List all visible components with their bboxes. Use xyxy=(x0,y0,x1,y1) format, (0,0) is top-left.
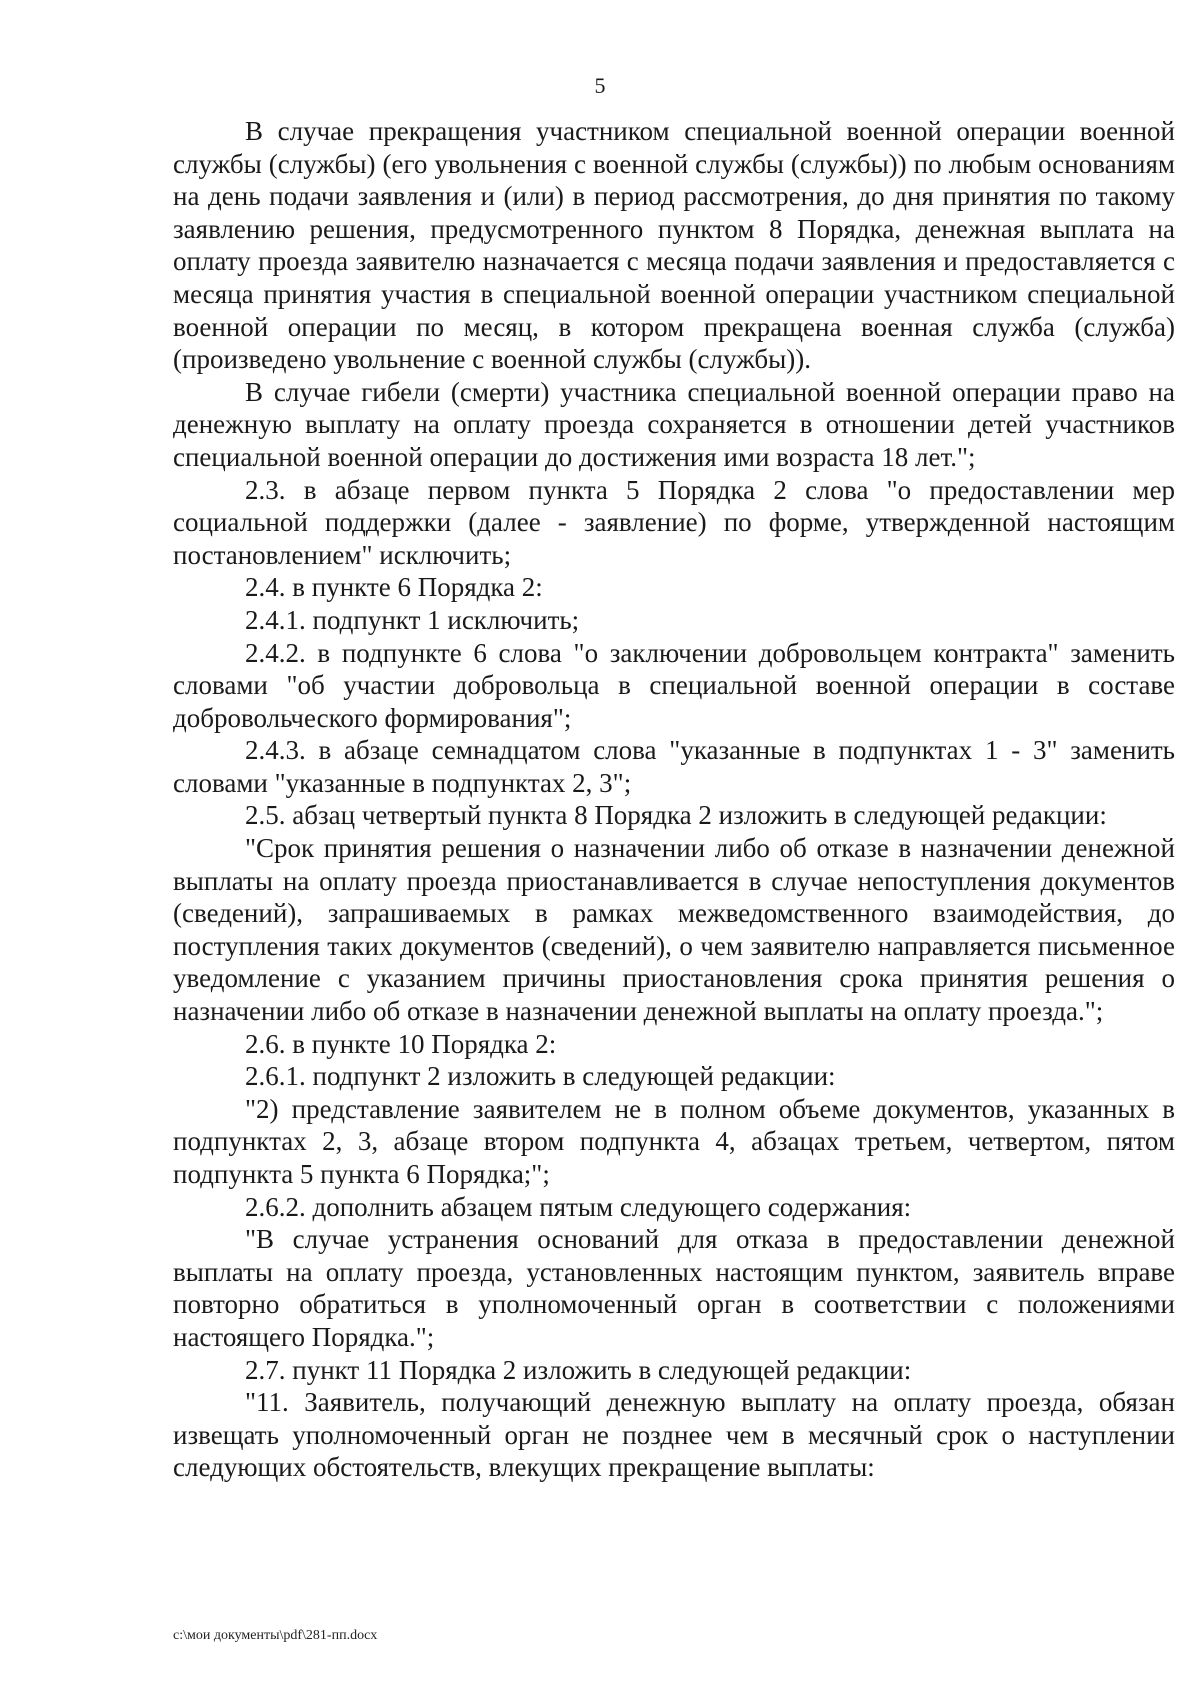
paragraph: 2.6.2. дополнить абзацем пятым следующего содержания: xyxy=(245,1191,912,1222)
paragraph: В случае прекращения участником специальной военной операции военной службы (службы) (его увольнения с военной службы (службы)) по любым основаниям на день подачи заявления и (или) в период рассмотрения, до дня принятия по такому заявлению решения, предусмотренного пунктом 8 Порядка, денежная выплата на оплату проезда заявителю назначается с месяца подачи заявления и предоставляется с месяца принятия участия в специальной военной операции участником специальной военной операции по месяц, в котором прекращена военная служба (служба) (произведено увольнение с военной службы (службы)). xyxy=(173,116,1175,375)
paragraph: 2.4.3. в абзаце семнадцатом слова "указанные в подпунктах 1 - 3" заменить словами "указанные в подпунктах 2, 3"; xyxy=(173,735,1175,798)
paragraph: 2.6.1. подпункт 2 изложить в следующей редакции: xyxy=(245,1061,836,1092)
paragraph: 2.6. в пункте 10 Порядка 2: xyxy=(245,1028,557,1059)
document-body xyxy=(173,115,1175,1484)
paragraph: 2.4. в пункте 6 Порядка 2: xyxy=(245,572,543,603)
paragraph: 2.5. абзац четвертый пункта 8 Порядка 2 изложить в следующей редакции: xyxy=(245,800,1107,831)
paragraph: "Срок принятия решения о назначении либо об отказе в назначении денежной выплаты на оплату проезда приостанавливается в случае непоступления документов (сведений), запрашиваемых в рамках межведомственного взаимодействия, до поступления таких документов (сведений), о чем заявителю направляется письменное уведомление с указанием причины приостановления срока принятия решения о назначении либо об отказе в назначении денежной выплаты на оплату проезда."; xyxy=(173,833,1175,1027)
paragraph: "В случае устранения оснований для отказа в предоставлении денежной выплаты на оплату проезда, установленных настоящим пунктом, заявитель вправе повторно обратиться в уполномоченный орган в соответствии с положениями настоящего Порядка."; xyxy=(173,1224,1175,1352)
paragraph: 2.7. пункт 11 Порядка 2 изложить в следующей редакции: xyxy=(245,1354,912,1385)
page-number: 5 xyxy=(594,73,606,98)
paragraph: В случае гибели (смерти) участника специальной военной операции право на денежную выплату на оплату проезда сохраняется в отношении детей участников специальной военной операции до достижения ими возраста 18 лет."; xyxy=(173,376,1175,472)
paragraph: 2.3. в абзаце первом пункта 5 Порядка 2 слова "о предоставлении мер социальной поддержки (далее - заявление) по форме, утвержденной настоящим постановлением" исключить; xyxy=(173,474,1175,570)
paragraph: 2.4.2. в подпункте 6 слова "о заключении добровольцем контракта" заменить словами "об участии добровольца в специальной военной операции в составе добровольческого формирования"; xyxy=(173,637,1175,733)
paragraph: 2.4.1. подпункт 1 исключить; xyxy=(245,604,580,635)
file-path-footer: c:\мои документы\pdf\281-пп.docx xyxy=(173,1628,378,1643)
paragraph: "11. Заявитель, получающий денежную выплату на оплату проезда, обязан извещать уполномоченный орган не позднее чем в месячный срок о наступлении следующих обстоятельств, влекущих прекращение выплаты: xyxy=(173,1387,1175,1483)
paragraph: "2) представление заявителем не в полном объеме документов, указанных в подпунктах 2, 3, абзаце втором подпункта 4, абзацах третьем, четвертом, пятом подпункта 5 пункта 6 Порядка;"; xyxy=(173,1093,1175,1189)
